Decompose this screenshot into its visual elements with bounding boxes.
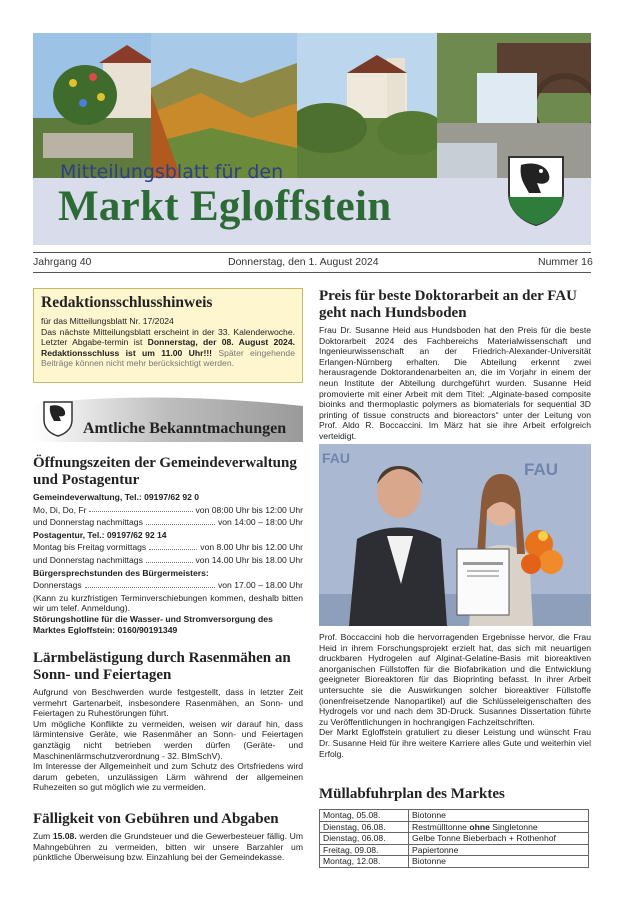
photo-easter-fountain xyxy=(33,33,151,178)
waste-date-cell: Montag, 12.08. xyxy=(320,856,409,868)
post-heading: Postagentur, Tel.: 09197/62 92 14 xyxy=(33,529,167,540)
waste-section xyxy=(319,786,591,868)
waste-table xyxy=(319,809,589,868)
mayor-row-1-label: Donnerstags xyxy=(33,580,82,591)
dot-leader xyxy=(85,580,215,588)
deadline-text-bold: Donnerstag, der 08. August 2024. Redaktionsschluss ist um 11.00 Uhr!!! xyxy=(41,337,296,358)
waste-type-text: Biotonne xyxy=(412,810,446,820)
post-row-2-label: und Donnerstag nachmittags xyxy=(33,554,143,565)
award-p3: Der Markt Egloffstein gratuliert zu dieser Leistung und wünscht Frau Dr. Susanne Heid für ihre weitere Karriere alles Gute und weiterhin viel Erfolg. xyxy=(319,727,591,759)
waste-type-cell xyxy=(409,844,589,856)
table-row xyxy=(320,844,589,856)
waste-date-cell: Dienstag, 06.08. xyxy=(320,833,409,845)
waste-type-emphasis: ohne xyxy=(469,821,490,832)
waste-type-text: Restmülltonne xyxy=(412,821,470,832)
coat-of-arms-icon xyxy=(507,155,565,227)
masthead-subtitle: Mitteilungsblatt für den xyxy=(60,161,284,183)
waste-type-cell xyxy=(409,821,589,833)
dot-leader xyxy=(146,555,193,563)
issue-rule-bottom xyxy=(33,272,591,273)
issue-rule-top xyxy=(33,252,591,253)
hours-title: Öffnungszeiten der Gemeindeverwaltung und Postagentur xyxy=(33,455,297,488)
waste-type-text: Gelbe Tonne Bieberbach + Rothenhof xyxy=(412,833,556,843)
waste-type-text: Papiertonne xyxy=(412,844,459,855)
mayor-row-1-value: von 17.00 – 18.00 Uhr xyxy=(217,580,303,591)
post-row-2-value: von 14.00 Uhr bis 18.00 Uhr xyxy=(195,554,303,565)
noise-title: Lärmbelästigung durch Rasenmähen an Sonn- und Feiertagen xyxy=(33,650,291,683)
fees-section xyxy=(33,811,303,863)
waste-type-cell xyxy=(409,810,589,822)
waste-type-text: Biotonne xyxy=(412,856,446,866)
deadline-text-after: Später eingehende Beiträge können nicht mehr berücksichtigt werden. xyxy=(41,347,295,369)
deadline-notice-ref: für das Mitteilungsblatt Nr. 17/2024 xyxy=(41,316,174,326)
deadline-notice-text xyxy=(41,327,295,369)
noise-p2: Um mögliche Konflikte zu vermeiden, weisen wir darauf hin, dass lärmintensive Geräte, wie Rasenmäher an Sonn- und Feiertagen ganztägig nicht betrieben werden dürfen (Geräte- und Maschinenlärmschutzverordnung - 32. BImSchV). xyxy=(33,718,303,761)
admin-row-1 xyxy=(33,505,303,516)
post-row-1-value: von 8.00 Uhr bis 12.00 Uhr xyxy=(200,542,303,553)
mayor-note: (Kann zu kurzfristigen Terminverschiebungen kommen, deshalb bitten wir um telef. Anmeldung). xyxy=(33,592,303,614)
issue-date: Donnerstag, den 1. August 2024 xyxy=(228,256,379,268)
fau-logo-2: FAU xyxy=(524,460,558,479)
waste-type-cell xyxy=(409,833,589,845)
award-photo xyxy=(319,444,591,626)
hotline: Störungshotline für die Wasser- und Stromversorgung des Marktes Egloffstein: 0160/90191349 xyxy=(33,613,273,635)
hours-section xyxy=(33,455,303,635)
deadline-notice-box xyxy=(33,288,303,383)
mayor-heading: Bürgersprechstunden des Bürgermeisters: xyxy=(33,567,209,578)
fau-logo-1: FAU xyxy=(322,450,350,466)
noise-p1: Aufgrund von Beschwerden wurde festgestellt, dass in letzter Zeit vermehrt Gartenarbeit, insbesondere Rasenmähen, an Sonn- und Feiertagen zu Ruhestörungen führt. xyxy=(33,687,303,719)
noise-section xyxy=(33,650,303,793)
admin-row-2-label: und Donnerstag nachmittags xyxy=(33,517,143,528)
section-crest-icon xyxy=(43,401,73,437)
award-continued xyxy=(319,632,591,759)
waste-type-text-post: Singletonne xyxy=(489,821,538,832)
issue-number: Nummer 16 xyxy=(538,256,593,268)
admin-row-1-value: von 08:00 Uhr bis 12:00 Uhr xyxy=(195,504,303,515)
admin-row-2 xyxy=(33,517,303,528)
admin-heading: Gemeindeverwaltung, Tel.: 09197/62 92 0 xyxy=(33,492,200,502)
section-banner-label: Amtliche Bekanntmachungen xyxy=(83,420,287,437)
deadline-text-plain: Das nächste Mitteilungsblatt erscheint in der 33. Kalenderwoche. Letzter Abgabe-termin ist xyxy=(41,326,295,348)
fees-text-pre: Zum xyxy=(33,831,53,841)
table-row xyxy=(320,833,589,845)
fees-due-date: 15.08. xyxy=(52,831,77,841)
issue-volume: Jahrgang 40 xyxy=(33,256,92,268)
dot-leader xyxy=(89,505,192,513)
masthead-title: Markt Egloffstein xyxy=(58,183,392,230)
deadline-notice-title: Redaktionsschlusshinweis xyxy=(41,294,213,311)
photo-autumn-valley xyxy=(151,33,297,178)
fees-text-post: werden die Grundsteuer und die Gewerbesteuer fällig. Um Mahngebühren zu vermeiden, bitten wir unsere Barzahler um pünktliche Überweisung bzw. Einzahlung bei der Gemeindekasse. xyxy=(33,831,304,863)
waste-date-cell: Dienstag, 06.08. xyxy=(320,821,409,833)
noise-p3: Im Interesse der Allgemeinheit und zum Schutz des Ortsfriedens wird darum gebeten, unzulässigen Lärm während der allgemeinen Ruhezeiten so gut möglich wie zu vermeiden. xyxy=(33,761,303,793)
post-row-2 xyxy=(33,555,303,566)
waste-date-cell: Montag, 05.08. xyxy=(320,810,409,822)
dot-leader xyxy=(149,542,197,550)
mayor-row-1 xyxy=(33,580,303,591)
section-banner-official xyxy=(33,394,303,442)
table-row xyxy=(320,856,589,868)
dot-leader xyxy=(146,517,215,525)
photo-castle xyxy=(297,33,437,178)
waste-type-cell xyxy=(409,856,589,868)
post-row-1-label: Montag bis Freitag vormittags xyxy=(33,542,147,553)
award-p2: Prof. Boccaccini hob die hervorragenden Ergebnisse hervor, die Frau Heid in ihrem Forschungsprojekt erzielt hat, das sich mit neuartigen druckbaren Hydrogelen auf Alginat-Gelatine-Basis mit bioreaktiven anorganischen Füllstoffen für die Biofabrikation und die Entwicklung geeigneter Bioreaktoren für das Bioprinting befasst. In ihrer Arbeit untersuchte sie die Auswirkungen solcher bioreaktiver Füllstoffe (ionenfreisetzende Nanopartikel) auf die Schlüsseleigenschaften des Hydrogels vor und nach dem 3D-Druck. Susannes Dissertation führte zu Veröffentlichungen in hochrangigen Fachzeitschriften. xyxy=(319,632,591,727)
fees-text xyxy=(33,831,303,863)
award-p1: Frau Dr. Susanne Heid aus Hundsboden hat den Preis für die beste Doktorarbeit 2024 des Fachbereichs Materialwissenschaft und Ingenieurwissenschaft an der Friedrich-Alexander-Universität Erlangen-Nürnberg erhalten. Die Abteilung erkennt zwei herausragende Doktorandenarbeiten an, die im Vorjahr in einem der neun Institute der Abteilung durchgeführt wurden. Susanne Heid promovierte mit einer Arbeit mit dem Titel: „Alginate-based composite bioinks and thermoplastic polymers as biomaterials for sequential 3D printing of tissue constructs and bioreactors“ unter der Leitung von Prof. Aldo R. Boccaccini. Im März hat sie ihre Arbeit erfolgreich verteidigt. xyxy=(319,325,591,441)
fees-title: Fälligkeit von Gebühren und Abgaben xyxy=(33,811,279,827)
admin-row-2-value: von 14:00 – 18:00 Uhr xyxy=(217,517,303,528)
waste-date-cell: Freitag, 09.08. xyxy=(320,844,409,856)
award-title: Preis für beste Doktorarbeit an der FAU geht nach Hundsboden xyxy=(319,288,578,321)
post-row-1 xyxy=(33,542,303,553)
waste-title: Müllabfuhrplan des Marktes xyxy=(319,786,505,802)
award-section xyxy=(319,288,591,442)
table-row xyxy=(320,810,589,822)
admin-row-1-label: Mo, Di, Do, Fr xyxy=(33,504,87,515)
table-row xyxy=(320,821,589,833)
